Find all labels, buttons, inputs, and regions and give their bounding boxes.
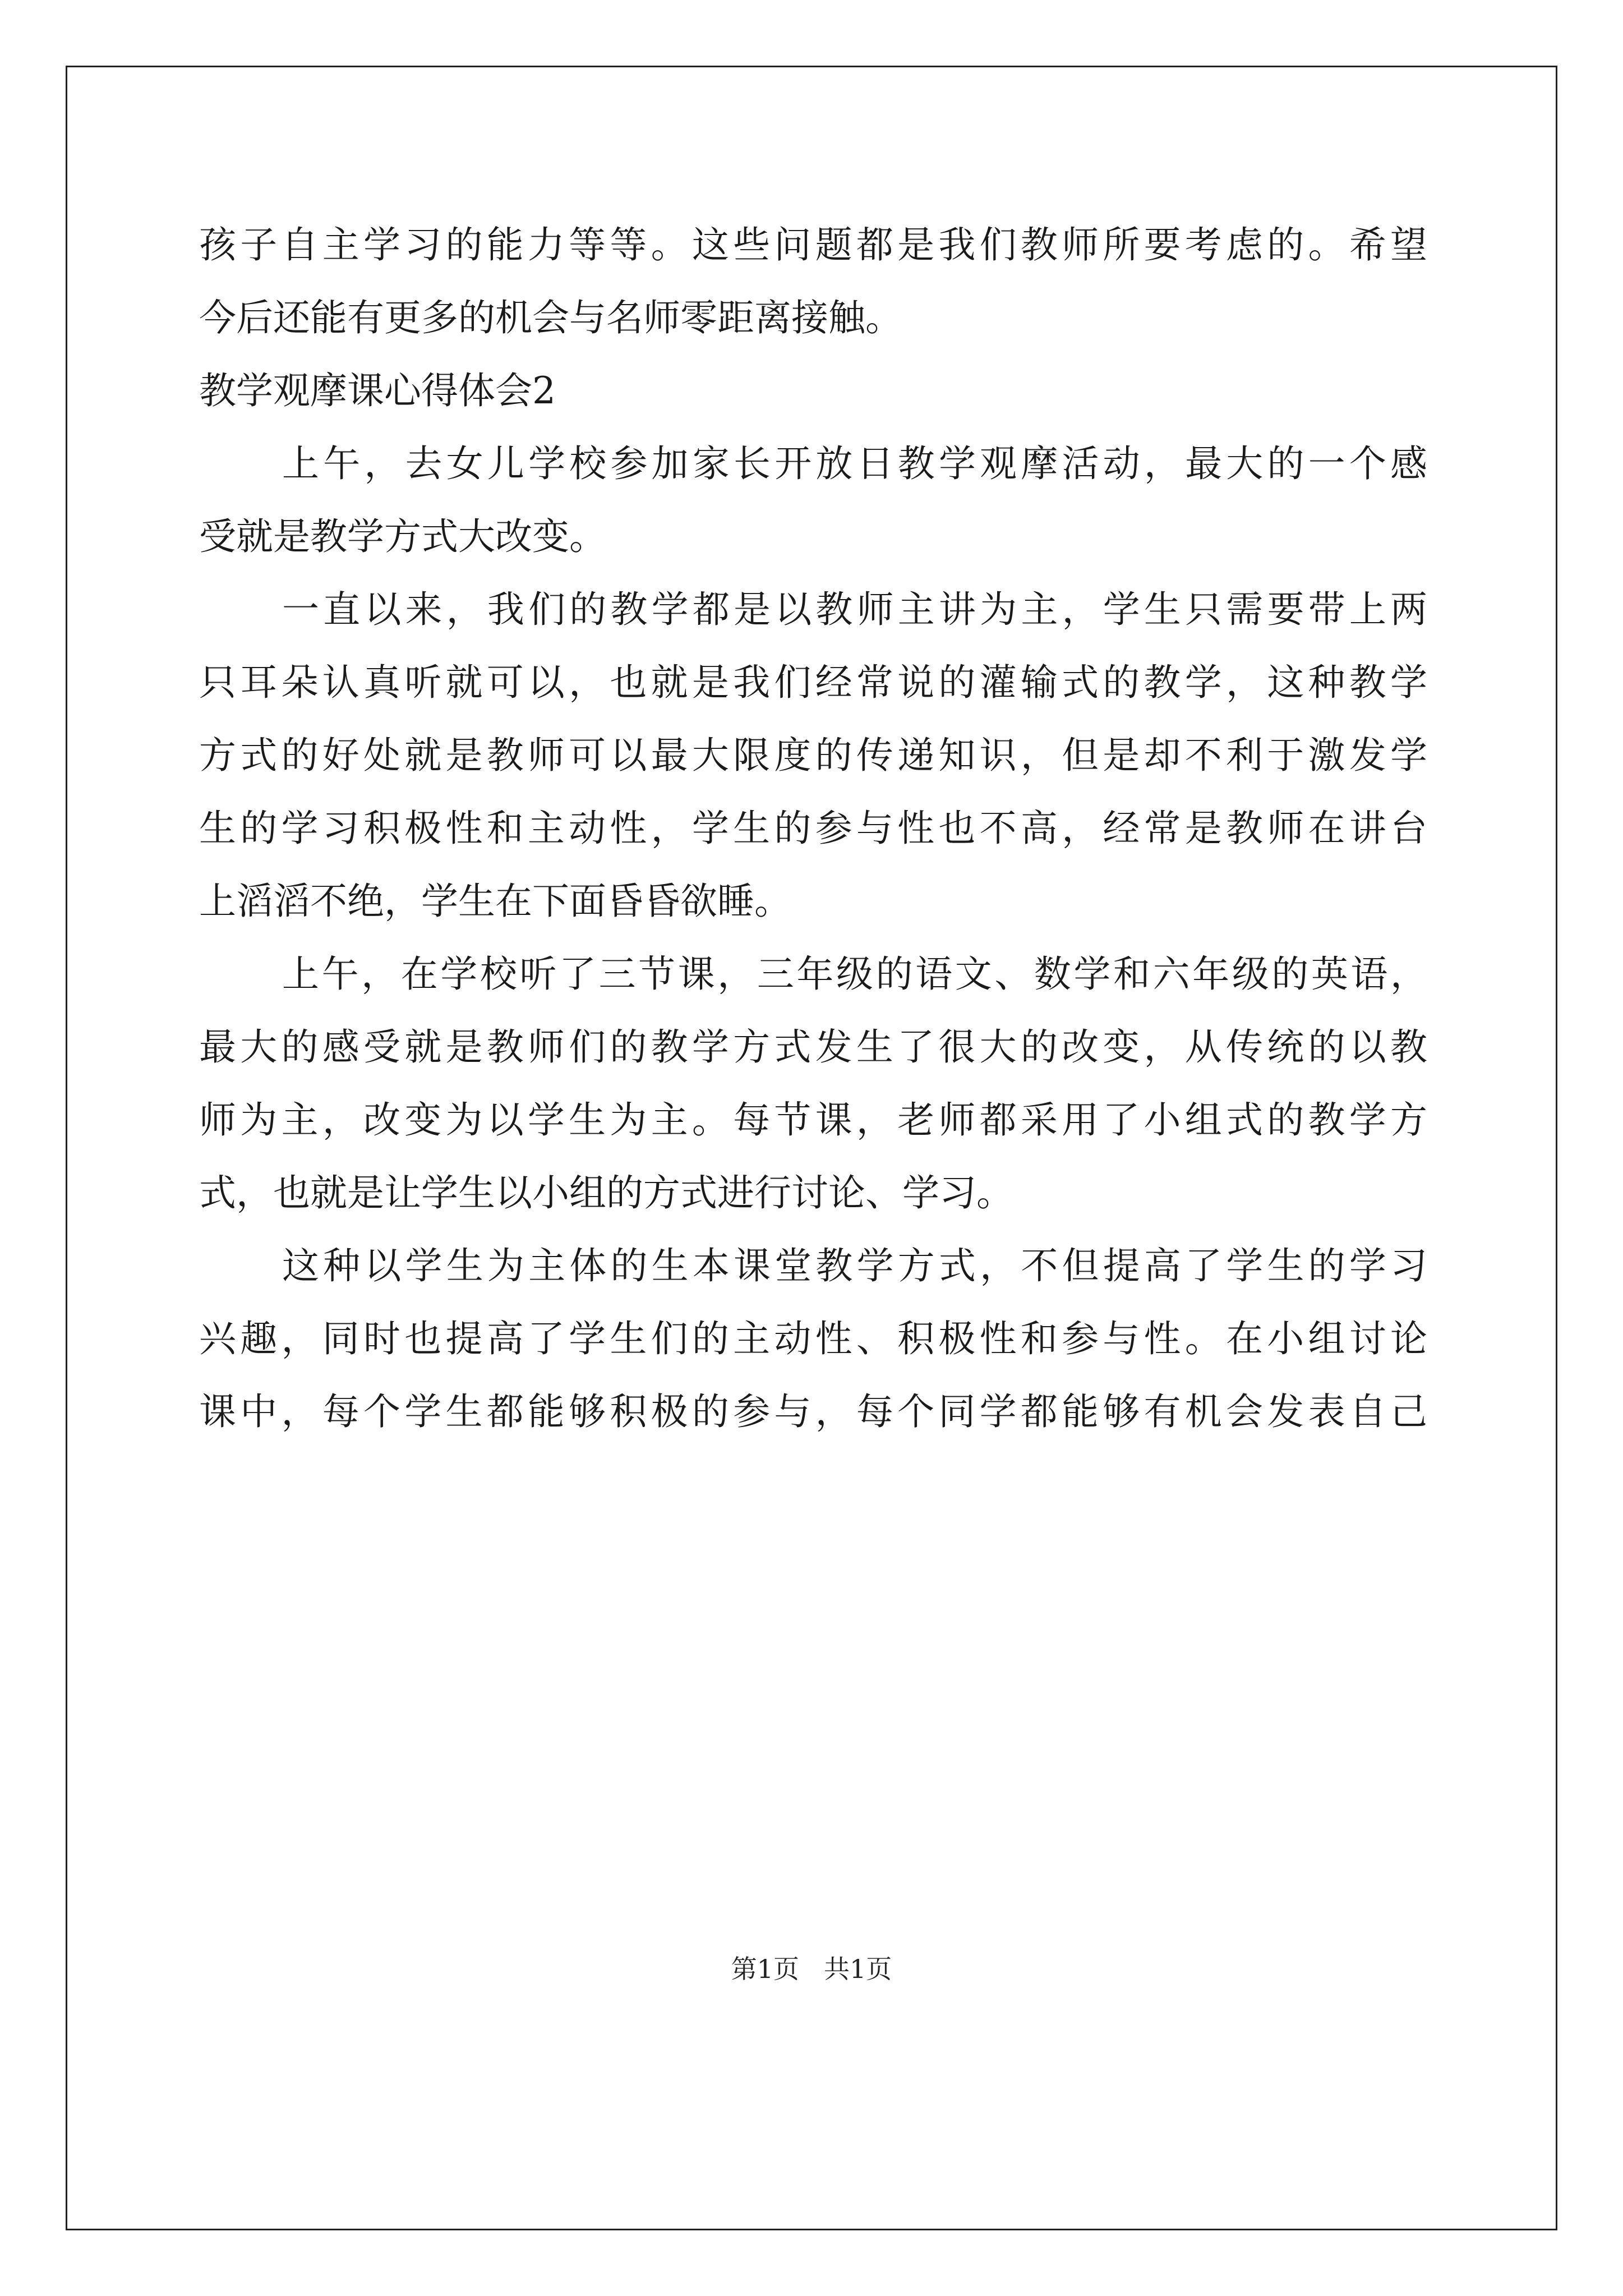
paragraph-line: 方式的好处就是教师可以最大限度的传递知识，但是却不利于激发学 — [199, 734, 1427, 777]
paragraph-line: 最大的感受就是教师们的教学方式发生了很大的改变，从传统的以教 — [199, 1025, 1427, 1069]
paragraph-line: 兴趣，同时也提高了学生们的主动性、积极性和参与性。在小组讨论 — [199, 1317, 1427, 1360]
paragraph-line: 生的学习积极性和主动性，学生的参与性也不高，经常是教师在讲台 — [199, 807, 1427, 850]
paragraph-line: 上午，在学校听了三节课，三年级的语文、数学和六年级的英语， — [282, 953, 1427, 996]
page-footer — [0, 1952, 1623, 1986]
document-body — [199, 209, 1427, 1448]
section-heading: 教学观摩课心得体会2 — [199, 369, 556, 412]
paragraph-line: 只耳朵认真听就可以，也就是我们经常说的灌输式的教学，这种教学 — [199, 661, 1427, 704]
paragraph-line: 上午，去女儿学校参加家长开放日教学观摩活动，最大的一个感 — [282, 442, 1427, 485]
paragraph-line: 孩子自主学习的能力等等。这些问题都是我们教师所要考虑的。希望 — [199, 223, 1427, 266]
paragraph-line: 一直以来，我们的教学都是以教师主讲为主，学生只需要带上两 — [282, 588, 1427, 631]
paragraph-line: 师为主，改变为以学生为主。每节课，老师都采用了小组式的教学方 — [199, 1098, 1427, 1142]
page-number: 第1页 — [731, 1954, 799, 1984]
paragraph-line: 今后还能有更多的机会与名师零距离接触。 — [199, 296, 902, 339]
paragraph-line: 受就是教学方式大改变。 — [199, 515, 606, 558]
paragraph-line: 课中，每个学生都能够积极的参与，每个同学都能够有机会发表自己 — [199, 1390, 1427, 1433]
paragraph-line: 这种以学生为主体的生本课堂教学方式，不但提高了学生的学习 — [282, 1244, 1427, 1287]
paragraph-line: 上滔滔不绝，学生在下面昏昏欲睡。 — [199, 880, 791, 923]
paragraph-line: 式，也就是让学生以小组的方式进行讨论、学习。 — [199, 1171, 1013, 1214]
page-total: 共1页 — [824, 1954, 892, 1984]
